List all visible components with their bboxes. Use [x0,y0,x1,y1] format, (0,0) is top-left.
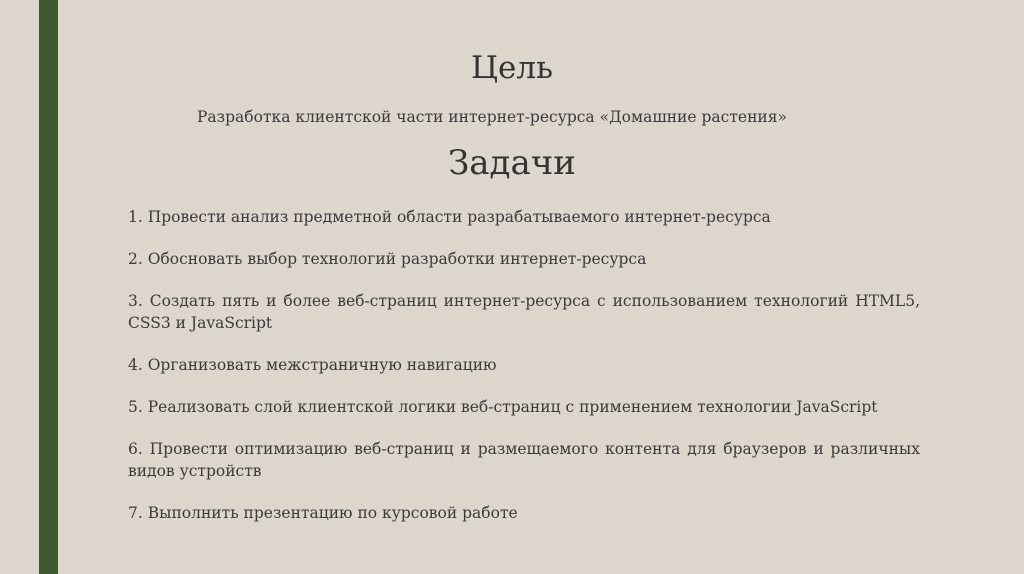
goal-heading: Цель [471,50,553,86]
tasks-heading: Задачи [448,143,576,183]
tasks-list [128,206,920,544]
task-item-5: 5. Реализовать слой клиентской логики веб-страниц с применением технологии JavaScript [128,398,878,416]
task-item-4: 4. Организовать межстраничную навигацию [128,356,497,374]
task-item-6: 6. Провести оптимизацию веб-страниц и размещаемого контента для браузеров и различных видов устройств [128,440,920,480]
task-item-1: 1. Провести анализ предметной области разрабатываемого интернет-ресурса [128,208,771,226]
accent-bar [39,0,58,574]
goal-text: Разработка клиентской части интернет-ресурса «Домашние растения» [197,108,787,126]
task-item-2: 2. Обосновать выбор технологий разработки интернет-ресурса [128,250,647,268]
task-item-7: 7. Выполнить презентацию по курсовой работе [128,504,518,522]
task-item-3: 3. Создать пять и более веб-страниц интернет-ресурса с использованием технологий HTML5, CSS3 и JavaScript [128,292,920,332]
